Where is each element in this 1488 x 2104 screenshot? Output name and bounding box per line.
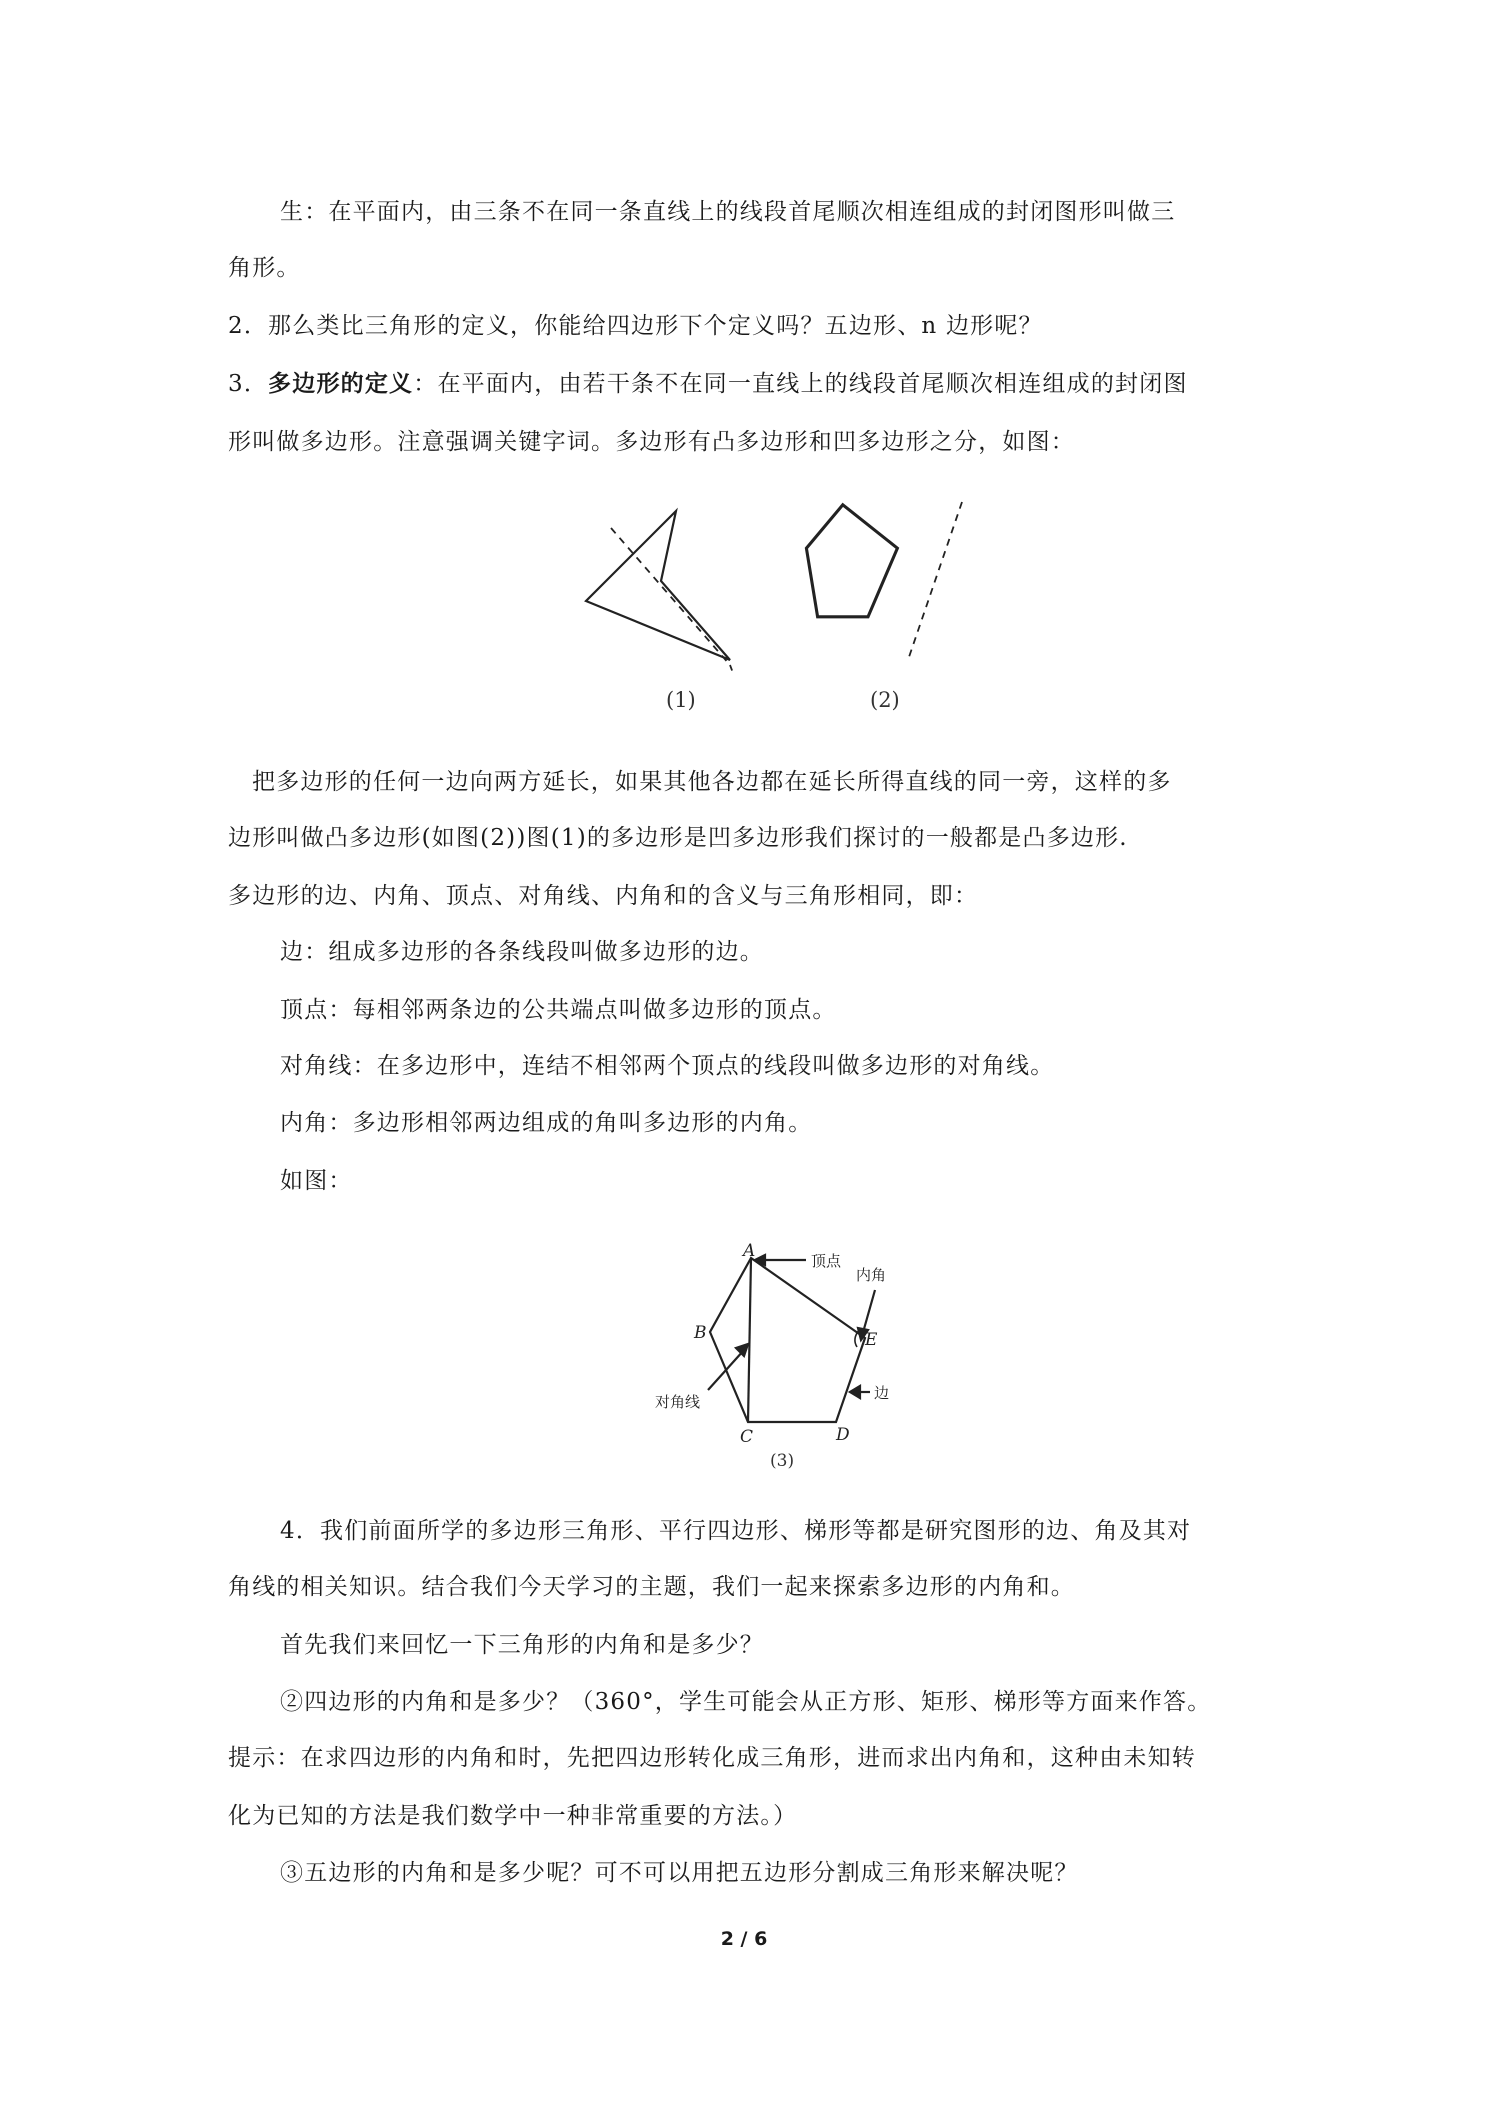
diagonal-pointer <box>708 1350 744 1390</box>
label-d: D <box>836 1425 850 1445</box>
paragraph-student-answer-line2: 角形。 <box>228 255 301 281</box>
paragraph-4-line2: 角线的相关知识。结合我们今天学习的主题，我们一起来探索多边形的内角和。 <box>228 1574 1075 1600</box>
diagonal-arrowhead <box>736 1344 748 1356</box>
label-c: C <box>740 1427 754 1447</box>
interior-angle-annotation: 内角 <box>856 1266 887 1284</box>
paragraph-recall-triangle: 首先我们来回忆一下三角形的内角和是多少？ <box>280 1632 764 1658</box>
side-arrowhead <box>850 1386 860 1398</box>
label-b: B <box>694 1323 707 1343</box>
diagonal-annotation: 对角线 <box>655 1393 701 1411</box>
convex-pentagon <box>806 505 897 617</box>
item-number: 3． <box>228 371 269 397</box>
figure-labeled-pentagon <box>628 1240 928 1470</box>
figure-concave-convex <box>0 495 1488 735</box>
definition-side: 边：组成多边形的各条线段叫做多边形的边。 <box>280 939 764 965</box>
paragraph-quadrilateral-line3: 化为已知的方法是我们数学中一种非常重要的方法。） <box>228 1803 798 1829</box>
pentagon-abcde <box>710 1258 865 1422</box>
figure3-caption: (3) <box>770 1451 795 1470</box>
paragraph-definition-line2: 形叫做多边形。注意强调关键字词。多边形有凸多边形和凹多边形之分，如图： <box>228 429 1075 455</box>
extension-line-1 <box>611 528 730 665</box>
vertex-arrowhead <box>755 1255 765 1265</box>
label-e: E <box>865 1330 878 1350</box>
definition-interior-angle: 内角：多边形相邻两边组成的角叫多边形的内角。 <box>280 1110 813 1136</box>
paragraph-pentagon-question: ③五边形的内角和是多少呢？可不可以用把五边形分割成三角形来解决呢？ <box>280 1860 1079 1886</box>
extension-line-2 <box>909 502 962 657</box>
paragraph-convex-line1: 把多边形的任何一边向两方延长，如果其他各边都在延长所得直线的同一旁，这样的多 <box>252 769 1172 795</box>
figure1-caption-2: (2) <box>870 688 900 712</box>
definition-text: ：在平面内，由若干条不在同一直线上的线段首尾顺次相连组成的封闭图 <box>413 371 1188 397</box>
side-annotation: 边 <box>874 1384 890 1402</box>
extension-line-1-tail <box>730 665 733 673</box>
as-figure-label: 如图： <box>280 1168 353 1194</box>
definition-diagonal: 对角线：在多边形中，连结不相邻两个顶点的线段叫做多边形的对角线。 <box>280 1053 1055 1079</box>
bold-term: 多边形的定义 <box>268 370 414 397</box>
page-number: 2 / 6 <box>720 1928 768 1950</box>
diagonal-ac <box>748 1258 751 1422</box>
paragraph-question-2: 2．那么类比三角形的定义，你能给四边形下个定义吗？五边形、n 边形呢？ <box>228 313 1043 339</box>
concave-polygon <box>586 511 730 660</box>
paragraph-quadrilateral-line2: 提示：在求四边形的内角和时，先把四边形转化成三角形，进而求出内角和，这种由未知转 <box>228 1745 1196 1771</box>
vertex-annotation: 顶点 <box>811 1252 842 1270</box>
paragraph-meaning: 多边形的边、内角、顶点、对角线、内角和的含义与三角形相同，即： <box>228 883 979 909</box>
paragraph-student-answer-line1: 生：在平面内，由三条不在同一条直线上的线段首尾顺次相连组成的封闭图形叫做三 <box>280 199 1176 225</box>
definition-vertex: 顶点：每相邻两条边的公共端点叫做多边形的顶点。 <box>280 997 837 1023</box>
paragraph-quadrilateral-line1: ②四边形的内角和是多少？（360°，学生可能会从正方形、矩形、梯形等方面来作答。 <box>280 1689 1212 1715</box>
figure1-caption-1: (1) <box>666 688 696 712</box>
label-a: A <box>743 1241 756 1261</box>
paragraph-definition-line1 <box>228 368 1188 400</box>
paragraph-convex-line2: 边形叫做凸多边形(如图(2))图(1)的多边形是凹多边形我们探讨的一般都是凸多边形. <box>228 825 1128 851</box>
paragraph-4-line1: 4．我们前面所学的多边形三角形、平行四边形、梯形等都是研究图形的边、角及其对 <box>280 1518 1192 1544</box>
